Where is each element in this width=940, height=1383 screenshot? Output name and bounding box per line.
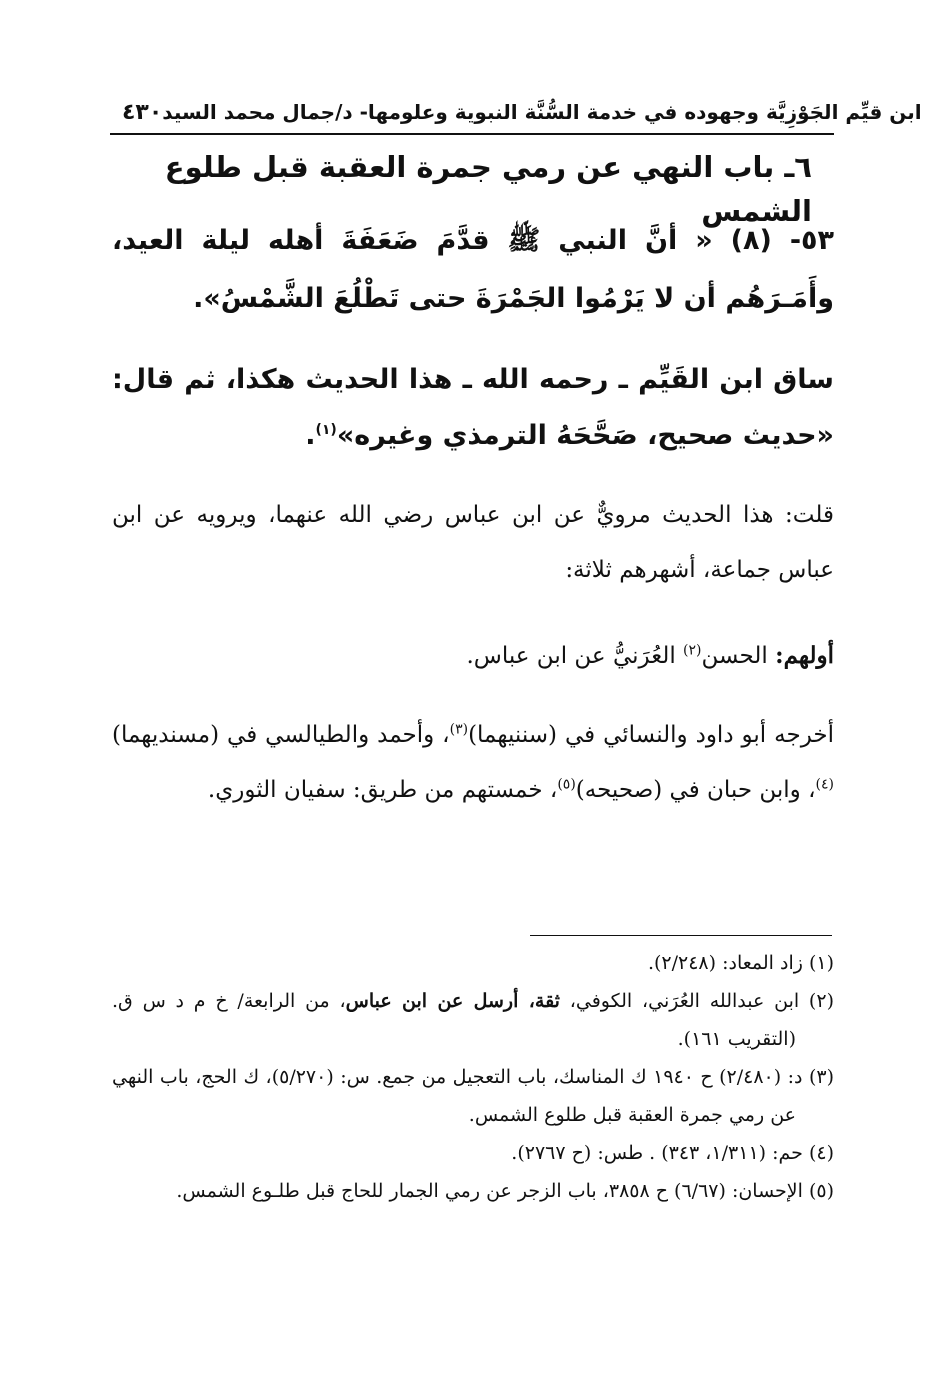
footnotes bbox=[112, 944, 834, 1210]
footnote-2-text-a: (٢) ابن عبدالله العُرَني، الكوفي، bbox=[559, 990, 834, 1012]
paragraph-3-text-d: ، خمستهم من طريق: سفيان الثوري. bbox=[207, 777, 558, 803]
footnote-ref-1[interactable]: (١) bbox=[315, 422, 337, 438]
header-divider bbox=[110, 133, 834, 135]
footnote-ref-4[interactable]: (٤) bbox=[815, 776, 834, 793]
paragraph-3-text-a: أخرجه أبو داود والنسائي في (سننيهما) bbox=[468, 722, 834, 748]
footnote-2 bbox=[112, 982, 834, 1058]
running-title: ابن قيِّم الجَوْزِيَّة وجهوده في خدمة السُّنَّة النبوية وعلومها- د/جمال محمد السيد bbox=[162, 100, 922, 124]
running-header bbox=[112, 92, 922, 132]
paragraph-2 bbox=[112, 628, 834, 684]
footnote-2-bold: ثقة، أرسل عن ابن عباس bbox=[345, 990, 560, 1012]
footnote-2-text-b: ، من الرابعة/ خ م د س ق. (التقريب ١٦١). bbox=[112, 990, 796, 1050]
paragraph-2-lead: أولهم: bbox=[775, 642, 834, 669]
footnote-5: (٥) الإحسان: (٦/٦٧) ح ٣٨٥٨، باب الزجر عن رمي الجمار للحاج قبل طلـوع الشمس. bbox=[176, 1180, 834, 1202]
paragraph-3-text-c: ، وابن حبان في (صحيحه) bbox=[575, 777, 816, 803]
footnote-ref-5[interactable]: (٥) bbox=[557, 776, 576, 793]
paragraph-3-text-b: ، وأحمد والطيالسي في (مسنديهما) bbox=[112, 722, 450, 748]
footnote-1: (١) زاد المعاد: (٢/٢٤٨). bbox=[647, 952, 834, 974]
paragraph-3 bbox=[112, 708, 834, 818]
footnote-ref-3[interactable]: (٣) bbox=[449, 721, 469, 738]
footnote-4: (٤) حم: (١/٣١١، ٣٤٣) . طس: (ح ٢٧٦٧). bbox=[511, 1142, 834, 1164]
footnote-divider bbox=[530, 935, 832, 936]
footnote-3: (٣) د: (٢/٤٨٠) ح ١٩٤٠ ك المناسك، باب التعجيل من جمع. س: (٥/٢٧٠)، ك الحج، باب النهي عن رمي جمرة العقبة قبل طلوع الشمس. bbox=[112, 1066, 834, 1126]
hadith-text: ٥٣- (٨) « أنَّ النبي ﷺ قدَّمَ ضَعَفَةَ أهله ليلة العيد، وأَمَـرَهُم أن لا يَرْمُوا الجَمْرَةَ حتى تَطْلُعَ الشَّمْسُ». bbox=[112, 225, 835, 314]
chapter-title: ٦ـ باب النهي عن رمي جمرة العقبة قبل طلوع الشمس bbox=[164, 150, 812, 228]
commentary-text: ساق ابن القَيِّم ـ رحمه الله ـ هذا الحديث هكذا، ثم قال: «حديث صحيح، صَحَّحَهُ الترمذي وغيره» bbox=[112, 364, 834, 451]
paragraph-2-text-a: الحسن bbox=[701, 643, 776, 669]
footnote-ref-2[interactable]: (٢) bbox=[683, 642, 702, 659]
paragraph-1: قلت: هذا الحديث مرويٌّ عن ابن عباس رضي الله عنهما، ويرويه عن ابن عباس جماعة، أشهرهم ثلاثة: bbox=[112, 502, 834, 583]
paragraph-2-text-b: العُرَنيُّ عن ابن عباس. bbox=[466, 643, 684, 669]
commentary-end: . bbox=[305, 420, 316, 451]
commentary-paragraph bbox=[112, 352, 834, 464]
page-number: ٤٣٠ bbox=[122, 99, 163, 125]
